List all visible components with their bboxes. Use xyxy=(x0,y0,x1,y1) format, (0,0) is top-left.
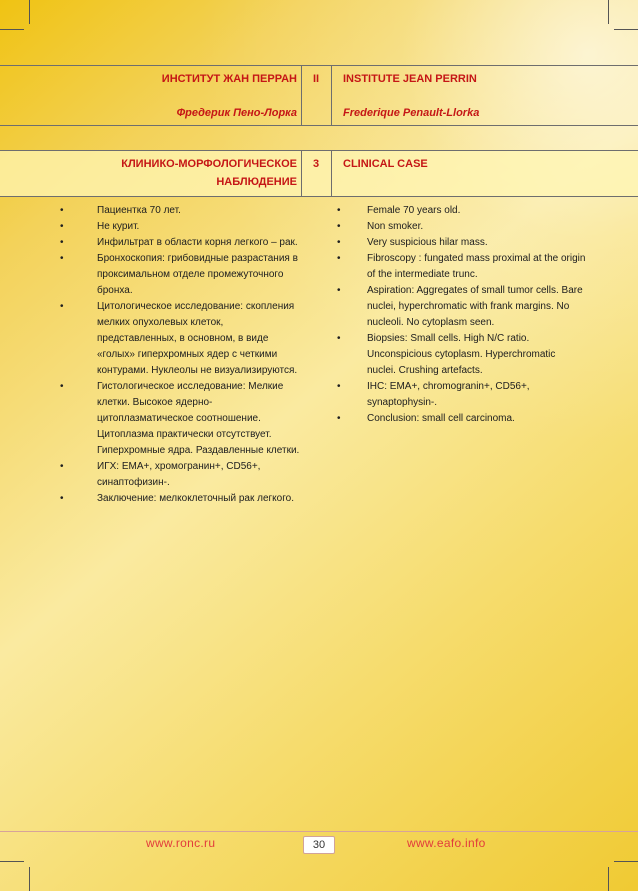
crop-mark-top-left-v xyxy=(29,0,30,24)
bullet-icon: • xyxy=(60,253,64,264)
case-details-ru-list xyxy=(60,203,302,507)
clinical-case-title-row xyxy=(0,150,638,197)
bullet-icon: • xyxy=(60,461,64,472)
bullet-icon: • xyxy=(60,205,64,216)
bullet-icon: • xyxy=(337,253,341,264)
list-item-text: Заключение: мелкоклеточный рак легкого. xyxy=(97,493,294,504)
list-item xyxy=(337,235,587,251)
list-item xyxy=(60,251,302,299)
bullet-icon: • xyxy=(60,221,64,232)
list-item-text: Гистологическое исследование: Мелкие клетки. Высокое ядерно-цитоплазматическое соотношение. Цитоплазма практически отсутствует. Гиперхромные ядра. Раздавленные клетки. xyxy=(97,381,300,456)
crop-mark-top-right-v xyxy=(608,0,609,24)
case-number: 3 xyxy=(312,158,320,170)
list-item-text: Пациентка 70 лет. xyxy=(97,205,181,216)
list-item xyxy=(60,459,302,491)
institute-name-ru: ИНСТИТУТ ЖАН ПЕРРАН xyxy=(161,73,297,85)
case-details-en-list xyxy=(337,203,587,427)
list-item xyxy=(60,235,302,251)
list-item-text: Female 70 years old. xyxy=(367,205,461,216)
header-divider-right xyxy=(331,66,332,125)
page-number: 30 xyxy=(303,836,335,854)
bullet-icon: • xyxy=(337,413,341,424)
bullet-icon: • xyxy=(60,381,64,392)
author-name-ru: Фредерик Пено-Лорка xyxy=(176,107,297,119)
bullet-icon: • xyxy=(337,221,341,232)
section-divider-right xyxy=(331,151,332,196)
list-item xyxy=(337,411,587,427)
list-item-text: Aspiration: Aggregates of small tumor cells. Bare nuclei, hyperchromatic with frank margins. No nucleoli. No cytoplasm seen. xyxy=(367,285,583,328)
author-name-en: Frederique Penault-Llorka xyxy=(343,107,480,119)
eafo-website-link[interactable]: www.eafo.info xyxy=(407,836,486,850)
page-footer xyxy=(0,831,638,858)
list-item xyxy=(60,491,302,507)
section-title-en: CLINICAL CASE xyxy=(343,158,428,170)
list-item xyxy=(337,219,587,235)
list-item xyxy=(337,379,587,411)
bullet-icon: • xyxy=(337,381,341,392)
list-item xyxy=(337,203,587,219)
list-item xyxy=(337,331,587,379)
crop-mark-bottom-left-v xyxy=(29,867,30,891)
list-item-text: Non smoker. xyxy=(367,221,424,232)
list-item-text: Conclusion: small cell carcinoma. xyxy=(367,413,515,424)
list-item xyxy=(337,283,587,331)
section-title-ru-line2: НАБЛЮДЕНИЕ xyxy=(216,176,297,188)
list-item-text: Biopsies: Small cells. High N/C ratio. Unconspicious cytoplasm. Hyperchromatic nuclei. Crushing artefacts. xyxy=(367,333,556,376)
ronc-website-link[interactable]: www.ronc.ru xyxy=(146,836,216,850)
bullet-icon: • xyxy=(337,285,341,296)
list-item-text: Инфильтрат в области корня легкого – рак. xyxy=(97,237,298,248)
bullet-icon: • xyxy=(60,493,64,504)
list-item-text: IHC: EMA+, chromogranin+, CD56+, synaptophysin-. xyxy=(367,381,530,408)
section-roman-numeral: II xyxy=(312,73,320,85)
list-item xyxy=(337,251,587,283)
bullet-icon: • xyxy=(337,205,341,216)
list-item xyxy=(60,379,302,459)
crop-mark-top-right-h xyxy=(614,29,638,30)
list-item-text: ИГХ: EMA+, хромогранин+, CD56+, синаптофизин-. xyxy=(97,461,261,488)
list-item-text: Цитологическое исследование: скопления мелких опухолевых клеток, представленных, в основном, в виде «голых» гиперхромных ядер с четкими контурами. Нуклеолы не визуализируются. xyxy=(97,301,298,376)
bullet-icon: • xyxy=(337,237,341,248)
list-item-text: Fibroscopy : fungated mass proximal at the origin of the intermediate trunc. xyxy=(367,253,586,280)
list-item-text: Не курит. xyxy=(97,221,140,232)
bullet-icon: • xyxy=(337,333,341,344)
bullet-icon: • xyxy=(60,301,64,312)
institute-name-en: INSTITUTE JEAN PERRIN xyxy=(343,73,477,85)
list-item-text: Бронхоскопия: грибовидные разрастания в проксимальном отделе промежуточного бронха. xyxy=(97,253,298,296)
list-item xyxy=(60,299,302,379)
crop-mark-bottom-right-h xyxy=(614,861,638,862)
list-item xyxy=(60,203,302,219)
section-title-ru-line1: КЛИНИКО-МОРФОЛОГИЧЕСКОЕ xyxy=(121,158,297,170)
crop-mark-bottom-left-h xyxy=(0,861,24,862)
bullet-icon: • xyxy=(60,237,64,248)
crop-mark-bottom-right-v xyxy=(608,867,609,891)
crop-mark-top-left-h xyxy=(0,29,24,30)
list-item-text: Very suspicious hilar mass. xyxy=(367,237,488,248)
institute-header-row xyxy=(0,65,638,126)
list-item xyxy=(60,219,302,235)
